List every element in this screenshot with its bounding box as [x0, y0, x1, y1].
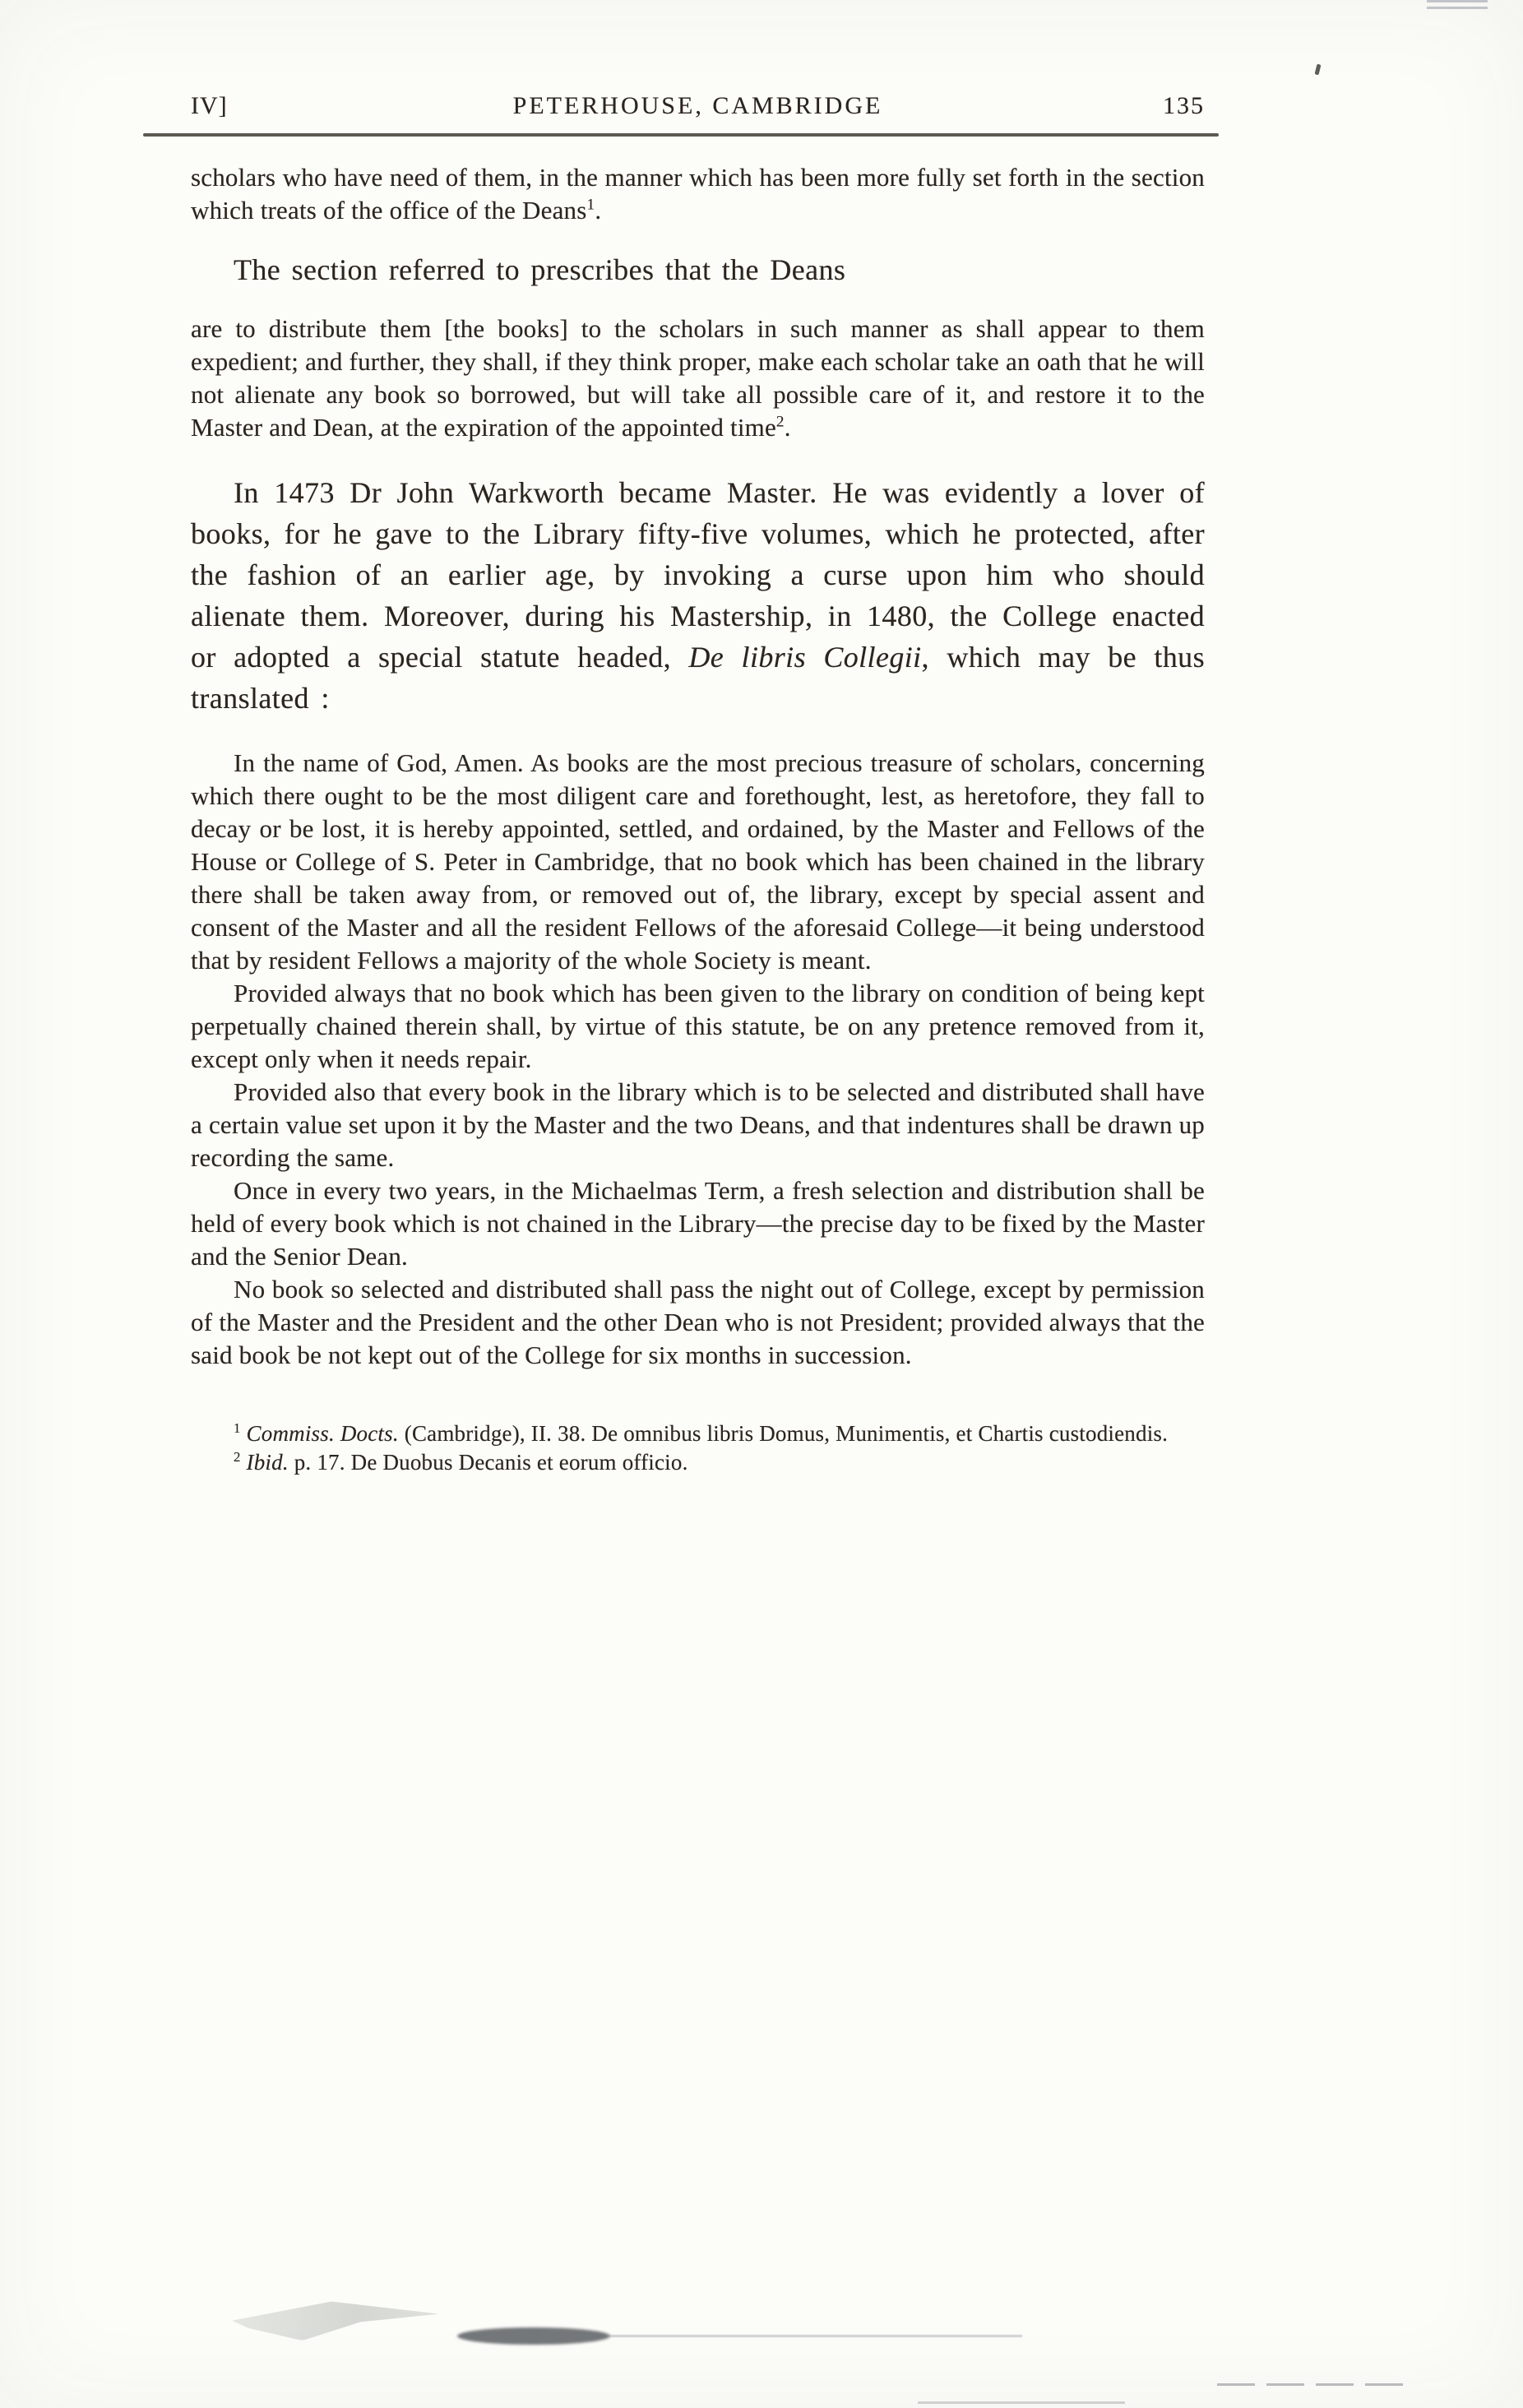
footnote [191, 1448, 1205, 1477]
text-run: No book so selected and distributed shall pass the night out of College, except by permission of the Master and the President and the other Dean who is not President; provided always that the said book be not kept out of the College for six months in succession. [191, 1275, 1205, 1369]
text-run: Provided also that every book in the library which is to be selected and distributed shall have a certain value set upon it by the Master and the two Deans, and that indentures shall be drawn up recording the same. [191, 1077, 1205, 1172]
blockquote-statute-1 [191, 747, 1205, 977]
scan-artifact-tick-mark [1315, 64, 1322, 76]
scan-artifact-corner-lines [1427, 0, 1488, 12]
text-run: De libris Collegii [688, 641, 922, 674]
text-run: are to distribute them [the books] to the scholars in such manner as shall appear to them expedient; and further, they shall, if they think proper, make each scholar take an oath that he will not alienate any book so borrowed, but will take all possible care of it, and restore it to the Master and Dean, at the expiration of the appointed time [191, 314, 1205, 442]
text-run [241, 1421, 247, 1446]
text-run: scholars who have need of them, in the manner which has been more fully set forth in the section which treats of the office of the Deans [191, 163, 1205, 225]
text-run: , which may be thus translated : [191, 641, 1205, 715]
paragraphs [191, 161, 1205, 1372]
header-rule [143, 133, 1219, 137]
footnote-marker: 2 [775, 413, 785, 431]
blockquote-deans-duty [191, 313, 1205, 444]
blockquote-statute-2 [191, 977, 1205, 1076]
text-run: Provided always that no book which has been given to the library on condition of being kept perpetually chained therein shall, by virtue of this statute, be on any pretence removed from it, except only when it needs repair. [191, 979, 1205, 1073]
running-head [191, 92, 1205, 120]
scan-artifact-dark-blob [457, 2327, 610, 2345]
footnotes [191, 1419, 1205, 1477]
blockquote-statute-4 [191, 1174, 1205, 1273]
text-area [191, 92, 1205, 1477]
footnote-marker: 1 [234, 1420, 241, 1436]
text-run: p. 17. De Duobus Decanis et eorum officio. [288, 1450, 688, 1475]
scan-artifact-bottom-right-line [1217, 2383, 1405, 2386]
blockquote-statute-5 [191, 1273, 1205, 1372]
page-number: 135 [1163, 92, 1205, 119]
blockquote-statute-3 [191, 1076, 1205, 1174]
footnote-marker: 1 [586, 196, 595, 214]
paragraph-continued [191, 161, 1205, 227]
text-run: In the name of God, Amen. As books are the most precious treasure of scholars, concerning which there ought to be the most diligent care and forethought, lest, as heretofore, they fall to decay or be lost, it is hereby appointed, settled, and ordained, by the Master and Fellows of the House or College of S. Peter in Cambridge, that no book which has been chained in the library there shall be taken away from, or removed out of, the library, except by special assent and consent of the Master and all the resident Fellows of the aforesaid College—it being understood that by resident Fellows a majority of the whole Society is meant. [191, 748, 1205, 975]
running-title: PETERHOUSE, CAMBRIDGE [512, 92, 883, 119]
text-run: (Cambridge), II. 38. De omnibus libris Domus, Munimentis, et Chartis custodiendis. [398, 1421, 1169, 1446]
text-run: Ibid. [246, 1450, 289, 1475]
scan-artifact-smudge [232, 2296, 439, 2341]
text-run: . [784, 413, 791, 442]
scan-artifact-bottom-center-line [918, 2401, 1125, 2404]
footnote-marker: 2 [234, 1449, 241, 1465]
footnote [191, 1419, 1205, 1448]
text-run: . [595, 196, 602, 225]
scan-artifact-blob-tail [607, 2335, 1022, 2337]
text-run: In 1473 Dr John Warkworth became Master. He was evidently a lover of books, for he gave to the Library fifty-five volumes, which he protected, after the fashion of an earlier age, by invoking a curse upon him who should alienate them. Moreover, during his Mastership, in 1480, the College enacted or adopted a special statute headed, [191, 476, 1205, 674]
chapter-number: IV] [191, 92, 228, 119]
paragraph-lead-intro [191, 250, 1205, 289]
paragraph-warkworth [191, 472, 1205, 719]
text-run: Commiss. Docts. [246, 1421, 399, 1446]
text-run: The section referred to prescribes that the Deans [234, 253, 846, 286]
text-run: Once in every two years, in the Michaelmas Term, a fresh selection and distribution shall be held of every book which is not chained in the Library—the precise day to be fixed by the Master and the Senior Dean. [191, 1176, 1205, 1271]
text-run [241, 1450, 247, 1475]
